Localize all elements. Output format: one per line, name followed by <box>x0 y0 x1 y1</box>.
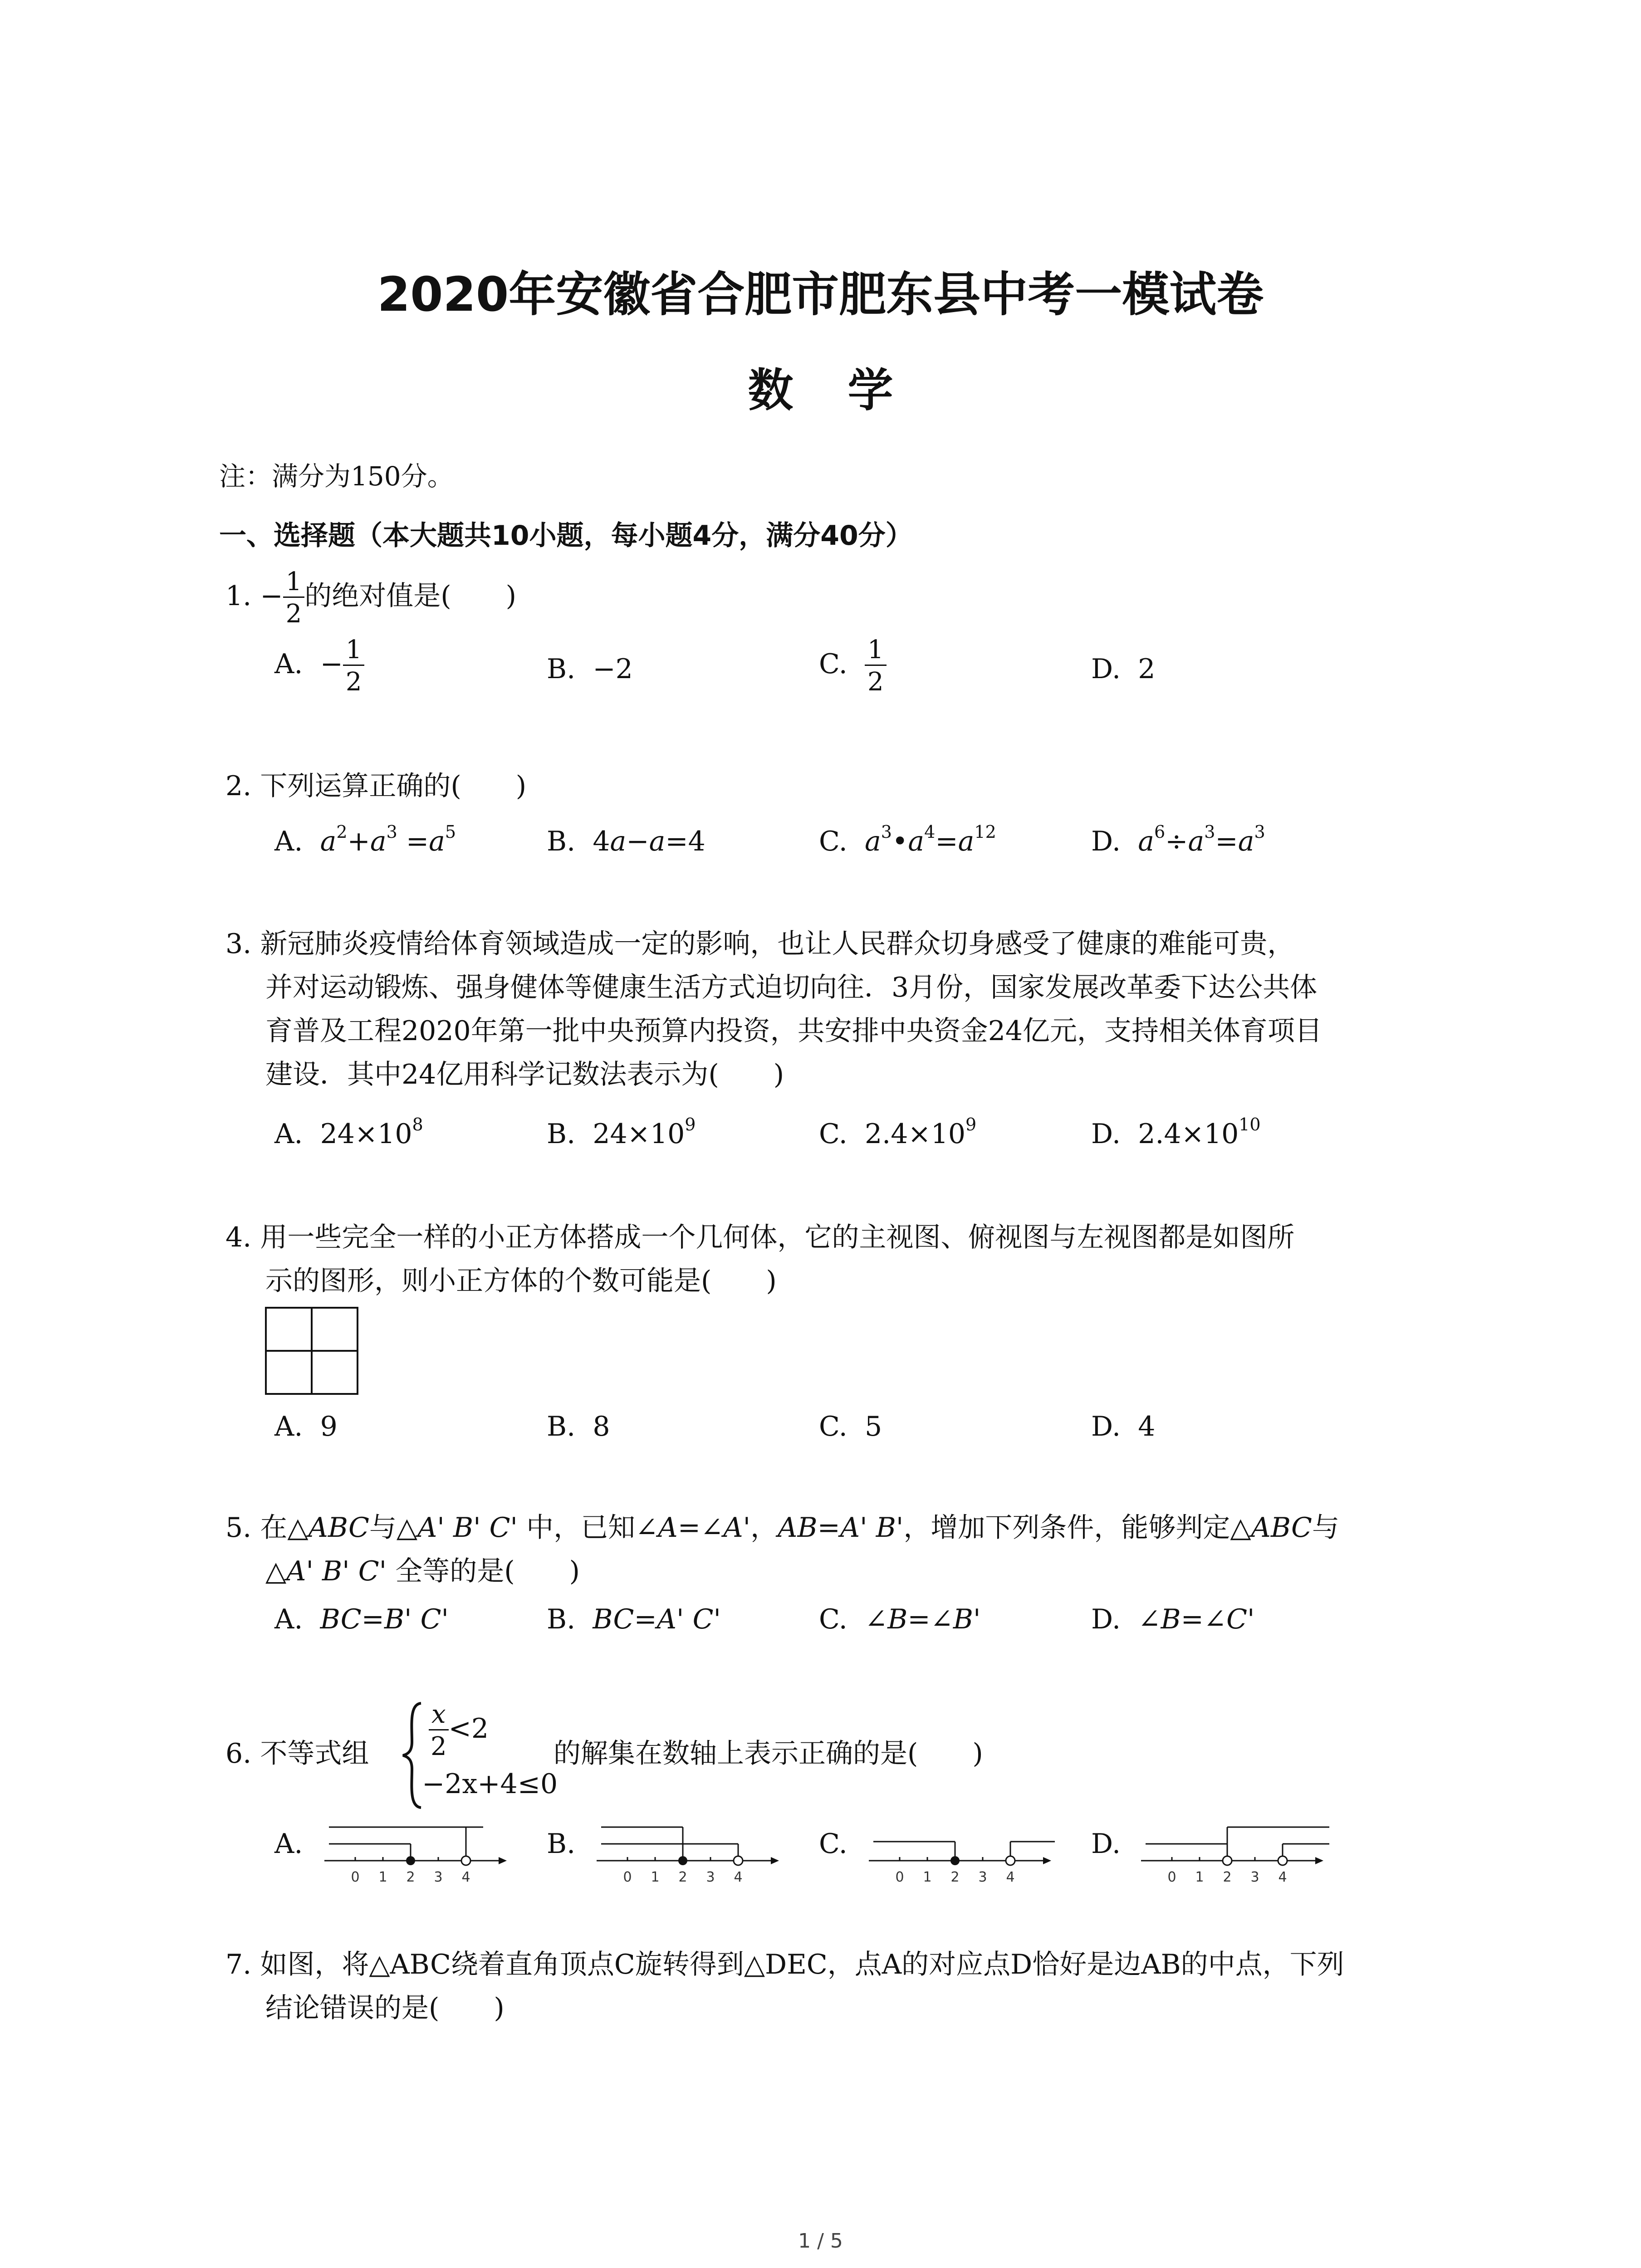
math-var: A' B' C' <box>417 1512 518 1544</box>
option-b <box>547 1114 696 1150</box>
question-text: ，增加下列条件，能够判定△ <box>903 1512 1251 1544</box>
math-var: a <box>1238 826 1254 857</box>
math-op: = <box>397 826 429 857</box>
math-var: ABC <box>1251 1512 1312 1544</box>
question-6-prefix <box>225 1732 369 1775</box>
option-b <box>547 1603 721 1635</box>
option-label: A. <box>274 648 303 680</box>
axis-arrow <box>1315 1857 1323 1864</box>
number-line-c <box>864 1810 1055 1887</box>
fraction <box>283 569 305 627</box>
question-2 <box>225 764 526 808</box>
math-text: 2.4×10 <box>1138 1118 1239 1150</box>
option-b <box>547 826 705 857</box>
option-text: ∠B=∠C' <box>1138 1603 1255 1635</box>
exponent: 3 <box>1254 822 1265 842</box>
tick-label: 3 <box>1250 1869 1259 1885</box>
option-label: B. <box>547 826 576 857</box>
question-1 <box>225 569 516 627</box>
tick-label: 2 <box>678 1869 687 1885</box>
number-line-d <box>1136 1810 1336 1887</box>
option-text: BC=B' C' <box>320 1603 449 1635</box>
option-a <box>274 1114 423 1150</box>
option-label: D. <box>1091 1603 1121 1635</box>
tick-label: 4 <box>1278 1869 1287 1885</box>
option-c <box>819 1114 977 1150</box>
filled-point <box>406 1856 415 1865</box>
tick-label: 1 <box>378 1869 387 1885</box>
option-label: C. <box>819 1411 847 1442</box>
math-op: ÷ <box>1165 826 1188 857</box>
fraction-numerator: x <box>429 1702 449 1730</box>
option-d <box>1091 1603 1255 1635</box>
question-3 <box>225 922 1322 1096</box>
subject-title: 数学 <box>748 364 948 417</box>
option-text: ∠B=∠B' <box>865 1603 981 1635</box>
tick-label: 0 <box>1167 1869 1176 1885</box>
math-text: 24×10 <box>593 1118 685 1150</box>
question-7 <box>225 1943 1344 2030</box>
axis-arrow <box>771 1857 779 1864</box>
inequality-2: −2x+4≤0 <box>422 1768 558 1800</box>
math-var: a <box>320 826 337 857</box>
tick-label: 0 <box>351 1869 360 1885</box>
option-c <box>819 1411 882 1442</box>
exam-title: 2020年安徽省合肥市肥东县中考一模试卷 <box>377 267 1264 322</box>
fraction-denominator: 2 <box>345 667 362 697</box>
page-number: 1 / 5 <box>798 2229 843 2253</box>
option-label: B. <box>547 653 576 685</box>
fraction-denominator: 2 <box>867 667 884 697</box>
question-number: 5. <box>225 1512 252 1544</box>
math-var: A' B' C' <box>286 1555 387 1587</box>
option-label: B. <box>547 1118 576 1150</box>
option-b <box>547 1411 610 1442</box>
option-c <box>819 822 996 857</box>
option-text: 8 <box>593 1411 610 1442</box>
option-a-label: A. <box>274 1828 303 1860</box>
exponent: 8 <box>412 1114 423 1134</box>
option-label: C. <box>819 826 847 857</box>
question-text: 育普及工程2020年第一批中央预算内投资，共安排中央资金24亿元，支持相关体育项目 <box>265 1015 1323 1047</box>
question-text: 下列运算正确的( ) <box>260 770 527 802</box>
question-text: 示的图形，则小正方体的个数可能是( ) <box>265 1265 777 1297</box>
option-label: C. <box>819 1603 847 1635</box>
math-op: • <box>892 826 908 857</box>
option-label: C. <box>819 1118 847 1150</box>
minus-sign: − <box>320 648 343 680</box>
math-var: ABC <box>308 1512 369 1544</box>
question-number: 2. <box>225 770 252 802</box>
math-var: a <box>610 826 627 857</box>
option-d <box>1091 653 1155 685</box>
option-text: BC=A' C' <box>593 1603 721 1635</box>
option-d <box>1091 822 1265 857</box>
open-point <box>1006 1856 1015 1865</box>
fraction <box>865 637 887 695</box>
math-text: =4 <box>665 826 705 857</box>
exponent: 3 <box>386 822 397 842</box>
inequality-relation: <2 <box>448 1713 489 1745</box>
option-text: −2 <box>593 653 633 685</box>
math-op: − <box>626 826 649 857</box>
question-6-suffix: 的解集在数轴上表示正确的是( ) <box>554 1738 983 1769</box>
question-4 <box>225 1216 1294 1303</box>
exponent: 10 <box>1239 1114 1261 1134</box>
option-label: A. <box>274 1411 303 1442</box>
filled-point <box>950 1856 960 1865</box>
exponent: 3 <box>881 822 892 842</box>
question-text: =∠ <box>677 1512 724 1544</box>
math-var: A' B' <box>840 1512 904 1544</box>
question-text: 全等的是( ) <box>387 1555 580 1587</box>
question-text: 中，已知∠ <box>518 1512 658 1544</box>
section-heading: 一、选择题（本大题共10小题，每小题4分，满分40分） <box>219 520 913 552</box>
option-b <box>547 653 633 685</box>
question-text: △ <box>265 1555 287 1587</box>
question-text: 建设．其中24亿用科学记数法表示为( ) <box>265 1059 784 1090</box>
option-label: D. <box>1091 653 1121 685</box>
option-a <box>274 1603 449 1635</box>
option-c <box>819 1603 981 1635</box>
open-point <box>1278 1856 1287 1865</box>
math-var: a <box>958 826 975 857</box>
option-label: D. <box>1091 826 1121 857</box>
fraction-numerator: 1 <box>865 637 887 666</box>
exponent: 9 <box>685 1114 696 1134</box>
option-c-label: C. <box>819 1828 847 1860</box>
math-var: a <box>1138 826 1154 857</box>
question-text: ， <box>750 1512 778 1544</box>
option-label: A. <box>274 1603 303 1635</box>
exponent: 5 <box>445 822 456 842</box>
question-text: 在△ <box>260 1512 309 1544</box>
question-number: 6. <box>225 1738 252 1769</box>
question-number: 4. <box>225 1222 252 1253</box>
open-point <box>734 1856 743 1865</box>
math-var: A' <box>723 1512 751 1544</box>
math-var: AB <box>778 1512 818 1544</box>
number-line-b <box>592 1810 783 1887</box>
exponent: 12 <box>974 822 996 842</box>
option-c <box>819 637 887 695</box>
fraction-numerator: 1 <box>343 637 365 666</box>
question-text: 结论错误的是( ) <box>265 1992 505 2024</box>
question-text: 不等式组 <box>260 1738 369 1769</box>
option-label: B. <box>547 1603 576 1635</box>
option-label: B. <box>547 1411 576 1442</box>
exponent: 3 <box>1204 822 1215 842</box>
tick-label: 4 <box>1006 1869 1015 1885</box>
math-op: = <box>935 826 958 857</box>
math-text: 2.4×10 <box>865 1118 966 1150</box>
option-d <box>1091 1411 1155 1442</box>
math-var: a <box>1188 826 1205 857</box>
exponent: 4 <box>924 822 936 842</box>
fraction-numerator: 1 <box>283 569 305 598</box>
tick-label: 4 <box>734 1869 743 1885</box>
question-text: 新冠肺炎疫情给体育领域造成一定的影响，也让人民群众切身感受了健康的难能可贵， <box>260 928 1295 960</box>
math-text: 24×10 <box>320 1118 412 1150</box>
math-var: a <box>908 826 925 857</box>
option-label: D. <box>1091 1118 1121 1150</box>
option-text: 2 <box>1138 653 1156 685</box>
math-op: + <box>347 826 370 857</box>
tick-label: 3 <box>706 1869 715 1885</box>
option-a <box>274 822 456 857</box>
question-text: 与 <box>1312 1512 1339 1544</box>
math-var: a <box>370 826 387 857</box>
option-text: 9 <box>320 1411 338 1442</box>
exponent: 9 <box>965 1114 977 1134</box>
math-var: a <box>429 826 445 857</box>
question-text: 的绝对值是( ) <box>304 580 517 612</box>
tick-label: 1 <box>1195 1869 1204 1885</box>
math-var: A <box>658 1512 678 1544</box>
filled-point <box>678 1856 687 1865</box>
fraction <box>343 637 365 695</box>
tick-label: 2 <box>1223 1869 1232 1885</box>
tick-label: 1 <box>651 1869 660 1885</box>
option-label: D. <box>1091 1411 1121 1442</box>
option-label: A. <box>274 1118 303 1150</box>
question-text: 用一些完全一样的小正方体搭成一个几何体，它的主视图、俯视图与左视图都是如图所 <box>260 1222 1295 1253</box>
fraction-denominator: 2 <box>430 1732 447 1761</box>
option-d <box>1091 1114 1261 1150</box>
option-text: 5 <box>865 1411 882 1442</box>
tick-label: 0 <box>895 1869 904 1885</box>
option-b-label: B. <box>547 1828 576 1860</box>
axis-arrow <box>499 1857 507 1864</box>
axis-arrow <box>1043 1857 1051 1864</box>
math-var: a <box>649 826 666 857</box>
tick-label: 1 <box>923 1869 932 1885</box>
fraction-denominator: 2 <box>285 599 302 629</box>
number-line-a <box>320 1810 510 1887</box>
question-number: 7. <box>225 1949 252 1980</box>
math-text: 4 <box>593 826 610 857</box>
option-text: 4 <box>1138 1411 1156 1442</box>
question-5 <box>225 1506 1339 1593</box>
option-a <box>274 1411 338 1442</box>
math-op: = <box>1215 826 1238 857</box>
tick-label: 4 <box>461 1869 470 1885</box>
question-text: 如图，将△ABC绕着直角顶点C旋转得到△DEC，点A的对应点D恰好是边AB的中点，下列 <box>260 1949 1344 1980</box>
score-note: 注：满分为150分。 <box>219 461 454 492</box>
option-label: C. <box>819 648 847 680</box>
math-var: a <box>865 826 881 857</box>
question-text: = <box>817 1512 840 1544</box>
question-number: 1. <box>225 580 252 612</box>
view-figure-2x2-grid <box>265 1306 361 1397</box>
tick-label: 3 <box>978 1869 987 1885</box>
tick-label: 2 <box>406 1869 415 1885</box>
exponent: 2 <box>336 822 348 842</box>
open-point <box>461 1856 470 1865</box>
tick-label: 0 <box>623 1869 632 1885</box>
tick-label: 2 <box>950 1869 960 1885</box>
question-text: 与△ <box>369 1512 418 1544</box>
open-point <box>1223 1856 1232 1865</box>
fraction <box>429 1702 449 1760</box>
question-number: 3. <box>225 928 252 960</box>
option-label: A. <box>274 826 303 857</box>
minus-sign: − <box>260 580 283 612</box>
inequality-1 <box>429 1702 489 1760</box>
option-a <box>274 637 364 695</box>
option-d-label: D. <box>1091 1828 1121 1860</box>
tick-label: 3 <box>434 1869 443 1885</box>
question-text: 并对运动锻炼、强身健体等健康生活方式迫切向往．3月份，国家发展改革委下达公共体 <box>265 972 1318 1003</box>
exponent: 6 <box>1154 822 1166 842</box>
